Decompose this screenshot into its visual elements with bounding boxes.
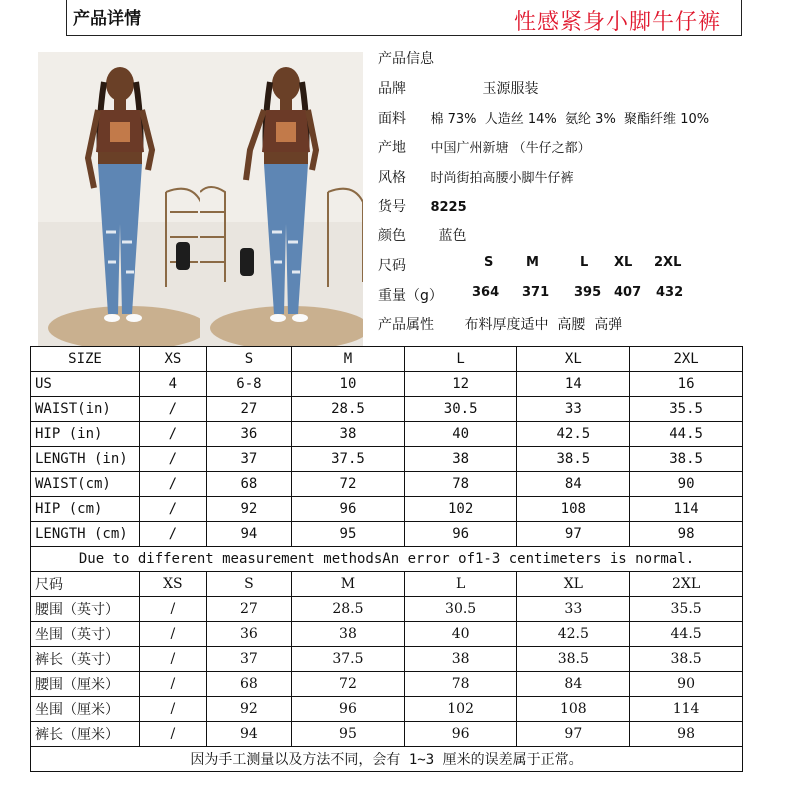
- size-value-cell: 35.5: [630, 597, 743, 622]
- size-value-cell: 27: [206, 397, 291, 422]
- size-value-cell: 114: [630, 697, 743, 722]
- table-header-row-cn: [31, 572, 743, 597]
- size-value-cell: 84: [517, 472, 630, 497]
- row-label-cell: LENGTH (cm): [31, 522, 140, 547]
- row-label-cell: 尺码: [31, 572, 140, 597]
- table-row: [31, 447, 743, 472]
- size-value-cell: 33: [517, 397, 630, 422]
- size-value-cell: 16: [630, 372, 743, 397]
- size-2xl: 2XL: [654, 255, 682, 270]
- size-value-cell: 30.5: [404, 397, 517, 422]
- size-value-cell: 10: [292, 372, 405, 397]
- size-value-cell: L: [404, 572, 517, 597]
- size-value-cell: 2XL: [630, 347, 743, 372]
- size-value-cell: 97: [517, 722, 630, 747]
- size-l: L: [580, 255, 589, 270]
- row-label-cell: 裤长（厘米）: [31, 722, 140, 747]
- size-value-cell: 14: [517, 372, 630, 397]
- size-value-cell: 40: [404, 622, 517, 647]
- size-value-cell: 96: [404, 522, 517, 547]
- table-row: [31, 722, 743, 747]
- table-row: [31, 397, 743, 422]
- size-value-cell: 36: [206, 622, 291, 647]
- row-label-cell: 腰围（英寸）: [31, 597, 140, 622]
- info-color-row: [378, 225, 466, 245]
- size-value-cell: /: [140, 472, 207, 497]
- measurement-note-cn: 因为手工测量以及方法不同，会有 1~3 厘米的误差属于正常。: [31, 747, 743, 772]
- row-label-cell: HIP (cm): [31, 497, 140, 522]
- size-value-cell: 90: [630, 472, 743, 497]
- size-value-cell: XS: [140, 347, 207, 372]
- table-row: [31, 472, 743, 497]
- table-row: [31, 672, 743, 697]
- size-value-cell: 96: [292, 697, 405, 722]
- weight-2xl: 432: [656, 285, 684, 300]
- size-value-cell: XL: [517, 347, 630, 372]
- info-brand-row: [378, 78, 538, 98]
- style-label: 风格: [378, 170, 406, 186]
- size-value-cell: 38.5: [630, 647, 743, 672]
- info-title: 产品信息: [378, 51, 434, 67]
- row-label-cell: WAIST(cm): [31, 472, 140, 497]
- size-value-cell: 84: [517, 672, 630, 697]
- table-header-row: [31, 347, 743, 372]
- size-value-cell: 27: [206, 597, 291, 622]
- size-value-cell: 96: [292, 497, 405, 522]
- size-value-cell: /: [140, 397, 207, 422]
- size-value-cell: 95: [292, 522, 405, 547]
- size-value-cell: 4: [140, 372, 207, 397]
- style-value: 时尚街拍高腰小脚牛仔裤: [430, 171, 574, 186]
- info-attr-row: [378, 314, 622, 334]
- size-label: 尺码: [378, 258, 406, 274]
- size-value-cell: 78: [404, 672, 517, 697]
- table-row: [31, 372, 743, 397]
- size-value-cell: 68: [206, 672, 291, 697]
- size-value-cell: 35.5: [630, 397, 743, 422]
- size-value-cell: /: [140, 522, 207, 547]
- size-value-cell: 6-8: [206, 372, 291, 397]
- info-sku-row: [378, 196, 467, 216]
- size-value-cell: 114: [630, 497, 743, 522]
- weight-xl: 407: [614, 285, 642, 300]
- size-value-cell: 68: [206, 472, 291, 497]
- size-value-cell: 40: [404, 422, 517, 447]
- info-style-row: [378, 167, 573, 187]
- size-value-cell: 30.5: [404, 597, 517, 622]
- size-value-cell: 44.5: [630, 422, 743, 447]
- size-value-cell: 38.5: [517, 647, 630, 672]
- weight-m: 371: [522, 285, 550, 300]
- size-s: S: [484, 255, 494, 270]
- size-value-cell: 72: [292, 472, 405, 497]
- row-label-cell: 裤长（英寸）: [31, 647, 140, 672]
- size-value-cell: 96: [404, 722, 517, 747]
- size-value-cell: S: [206, 347, 291, 372]
- size-value-cell: L: [404, 347, 517, 372]
- size-value-cell: 92: [206, 497, 291, 522]
- row-label-cell: LENGTH (in): [31, 447, 140, 472]
- row-label-cell: WAIST(in): [31, 397, 140, 422]
- weight-s: 364: [472, 285, 500, 300]
- row-label-cell: HIP (in): [31, 422, 140, 447]
- origin-label: 产地: [378, 140, 406, 156]
- product-details-label: 产品详情: [73, 9, 141, 29]
- size-value-cell: 2XL: [630, 572, 743, 597]
- size-xl: XL: [614, 255, 633, 270]
- size-value-cell: 38: [292, 422, 405, 447]
- product-photo-front: [38, 52, 201, 346]
- product-photo-side: [200, 52, 363, 346]
- info-origin-row: [378, 137, 591, 157]
- size-value-cell: 33: [517, 597, 630, 622]
- size-value-cell: /: [140, 497, 207, 522]
- size-value-cell: 102: [404, 697, 517, 722]
- weight-l: 395: [574, 285, 602, 300]
- table-row: [31, 697, 743, 722]
- table-row: [31, 422, 743, 447]
- fabric-value: 棉 73% 人造丝 14% 氨纶 3% 聚酯纤维 10%: [430, 112, 710, 127]
- size-value-cell: 42.5: [517, 422, 630, 447]
- size-value-cell: 94: [206, 522, 291, 547]
- size-value-cell: /: [140, 672, 207, 697]
- size-value-cell: /: [140, 697, 207, 722]
- size-value-cell: XS: [140, 572, 207, 597]
- size-value-cell: S: [206, 572, 291, 597]
- attr-label: 产品属性: [378, 317, 434, 333]
- table-row: [31, 647, 743, 672]
- size-value-cell: 37: [206, 447, 291, 472]
- row-label-cell: 坐围（英寸）: [31, 622, 140, 647]
- color-label: 颜色: [378, 228, 406, 244]
- size-value-cell: M: [292, 347, 405, 372]
- size-value-cell: 90: [630, 672, 743, 697]
- measurement-note-en-row: [31, 547, 743, 572]
- size-value-cell: 37.5: [292, 647, 405, 672]
- info-weight-row: [378, 285, 690, 305]
- size-value-cell: /: [140, 722, 207, 747]
- size-value-cell: 72: [292, 672, 405, 697]
- table-row: [31, 522, 743, 547]
- size-value-cell: 102: [404, 497, 517, 522]
- sku-label: 货号: [378, 199, 406, 215]
- size-value-cell: 97: [517, 522, 630, 547]
- size-value-cell: 95: [292, 722, 405, 747]
- size-chart-table: [30, 346, 743, 772]
- size-value-cell: 108: [517, 697, 630, 722]
- size-m: M: [526, 255, 539, 270]
- table-row: [31, 622, 743, 647]
- size-value-cell: 38: [404, 647, 517, 672]
- size-value-cell: 98: [630, 522, 743, 547]
- row-label-cell: 坐围（厘米）: [31, 697, 140, 722]
- size-value-cell: 38: [292, 622, 405, 647]
- brand-value: 玉源服装: [482, 81, 539, 97]
- info-fabric-row: [378, 108, 709, 128]
- page-header: [66, 0, 742, 36]
- size-value-cell: /: [140, 447, 207, 472]
- weight-label: 重量（g）: [378, 288, 443, 304]
- size-value-cell: 28.5: [292, 397, 405, 422]
- size-value-cell: 38: [404, 447, 517, 472]
- size-value-cell: 92: [206, 697, 291, 722]
- size-value-cell: 37.5: [292, 447, 405, 472]
- size-value-cell: /: [140, 597, 207, 622]
- size-value-cell: 94: [206, 722, 291, 747]
- origin-value: 中国广州新塘 （牛仔之都）: [430, 141, 591, 156]
- size-value-cell: 44.5: [630, 622, 743, 647]
- size-value-cell: /: [140, 622, 207, 647]
- size-value-cell: 108: [517, 497, 630, 522]
- size-value-cell: 38.5: [630, 447, 743, 472]
- fabric-label: 面料: [378, 111, 406, 127]
- size-value-cell: /: [140, 422, 207, 447]
- size-value-cell: /: [140, 647, 207, 672]
- table-row: [31, 597, 743, 622]
- size-value-cell: XL: [517, 572, 630, 597]
- measurement-note-cn-row: [31, 747, 743, 772]
- row-label-cell: SIZE: [31, 347, 140, 372]
- row-label-cell: US: [31, 372, 140, 397]
- measurement-note-en: Due to different measurement methodsAn error of1-3 centimeters is normal.: [31, 547, 743, 572]
- row-label-cell: 腰围（厘米）: [31, 672, 140, 697]
- size-value-cell: 12: [404, 372, 517, 397]
- size-value-cell: 98: [630, 722, 743, 747]
- product-title: 性感紧身小脚牛仔裤: [513, 10, 721, 35]
- size-value-cell: 38.5: [517, 447, 630, 472]
- size-value-cell: 36: [206, 422, 291, 447]
- sku-value: 8225: [430, 200, 467, 215]
- table-row: [31, 497, 743, 522]
- size-value-cell: 28.5: [292, 597, 405, 622]
- info-size-row: [378, 255, 768, 275]
- attr-value: 布料厚度适中 高腰 高弹: [464, 317, 623, 333]
- size-value-cell: 42.5: [517, 622, 630, 647]
- brand-label: 品牌: [378, 81, 406, 97]
- size-value-cell: 37: [206, 647, 291, 672]
- size-value-cell: M: [292, 572, 405, 597]
- size-value-cell: 78: [404, 472, 517, 497]
- color-value: 蓝色: [438, 228, 467, 244]
